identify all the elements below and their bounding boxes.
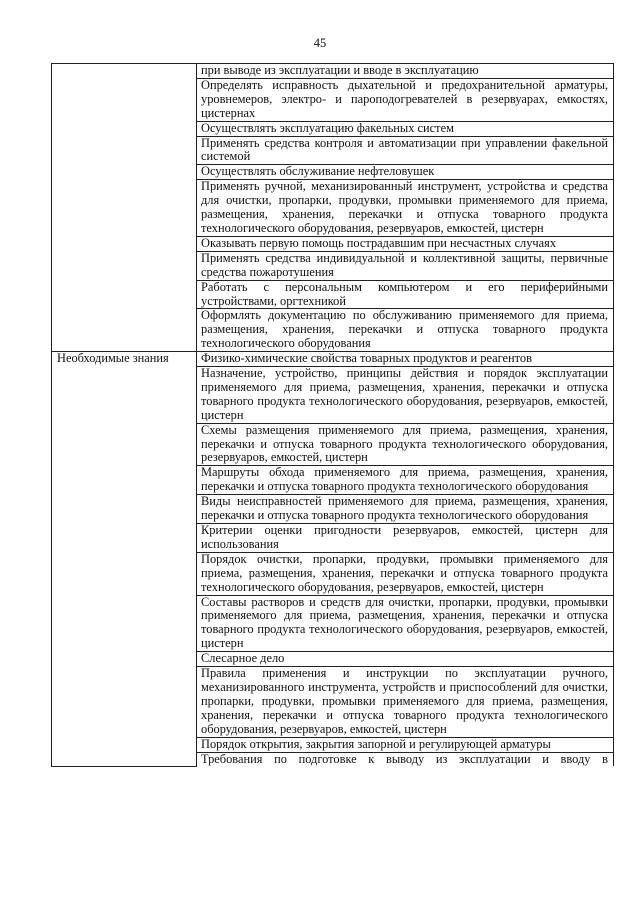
table-cell: Схемы размещения применяемого для приема, размещения, хранения, перекачки и отпуска товарного продукта технологического оборудования, резервуаров, емкостей, цистерн (197, 423, 614, 466)
table-cell: Применять средства контроля и автоматизации при управлении факельной системой (197, 136, 614, 165)
table-cell: Определять исправность дыхательной и предохранительной арматуры, уровнемеров, электро- и пароподогревателей в резервуарах, емкостях, цистернах (197, 78, 614, 121)
table-cell: Маршруты обхода применяемого для приема, размещения, хранения, перекачки и отпуска товарного продукта технологического оборудования (197, 466, 614, 495)
table-row (52, 352, 614, 367)
table-cell: Работать с персональным компьютером и его периферийными устройствами, оргтехникой (197, 280, 614, 309)
table-cell: Порядок очистки, пропарки, продувки, промывки применяемого для приема, размещения, хранения, перекачки и отпуска товарного продукта технологического оборудования, резервуаров, емкостей, цистерн (197, 552, 614, 595)
table-cell: при выводе из эксплуатации и вводе в эксплуатацию (197, 64, 614, 79)
table-cell: Физико-химические свойства товарных продуктов и реагентов (197, 352, 614, 367)
table-cell: Критерии оценки пригодности резервуаров, емкостей, цистерн для использования (197, 524, 614, 553)
page-number: 45 (313, 36, 327, 50)
table-cell: Оказывать первую помощь пострадавшим при несчастных случаях (197, 236, 614, 251)
table-cell: Правила применения и инструкции по эксплуатации ручного, механизированного инструмента, устройств и приспособлений для очистки, пропарки, продувки, промывки применяемого для приема, размещения, хранения, перекачки и отпуска товарного продукта технологического оборудования, резервуаров, емкостей, цистерн (197, 667, 614, 738)
table-cell: Назначение, устройство, принципы действия и порядок эксплуатации применяемого для приема, размещения, хранения, перекачки и отпуска товарного продукта технологического оборудования, резервуаров, емкостей, цистерн (197, 367, 614, 424)
section-label-cell-skills (52, 64, 197, 352)
table-cell (197, 752, 614, 766)
section-label-knowledge: Необходимые знания (52, 352, 197, 767)
table-cell: Составы растворов и средств для очистки, пропарки, продувки, промывки применяемого для приема, размещения, хранения, перекачки и отпуска товарного продукта технологического оборудования, резервуаров, емкостей, цистерн (197, 595, 614, 652)
table-cell: Виды неисправностей применяемого для приема, размещения, хранения, перекачки и отпуска товарного продукта технологического оборудования (197, 495, 614, 524)
table-cell: Осуществлять эксплуатацию факельных систем (197, 121, 614, 136)
table-cell: Осуществлять обслуживание нефтеловушек (197, 165, 614, 180)
continued-line: Требования по подготовке к выводу из эксплуатации и вводу в (201, 751, 608, 766)
table-row (52, 64, 614, 79)
table-cell: Применять ручной, механизированный инструмент, устройства и средства для очистки, пропарки, продувки, промывки применяемого для приема, размещения, хранения, перекачки и отпуска товарного продукта технологического оборудования, резервуаров, емкостей, цистерн (197, 180, 614, 237)
table-cell: Порядок открытия, закрытия запорной и регулирующей арматуры (197, 737, 614, 752)
requirements-table (51, 63, 614, 767)
table-cell: Оформлять документацию по обслуживанию применяемого для приема, размещения, хранения, перекачки и отпуска товарного продукта технологического оборудования (197, 309, 614, 352)
table-cell: Слесарное дело (197, 652, 614, 667)
table-cell: Применять средства индивидуальной и коллективной защиты, первичные средства пожаротушения (197, 251, 614, 280)
